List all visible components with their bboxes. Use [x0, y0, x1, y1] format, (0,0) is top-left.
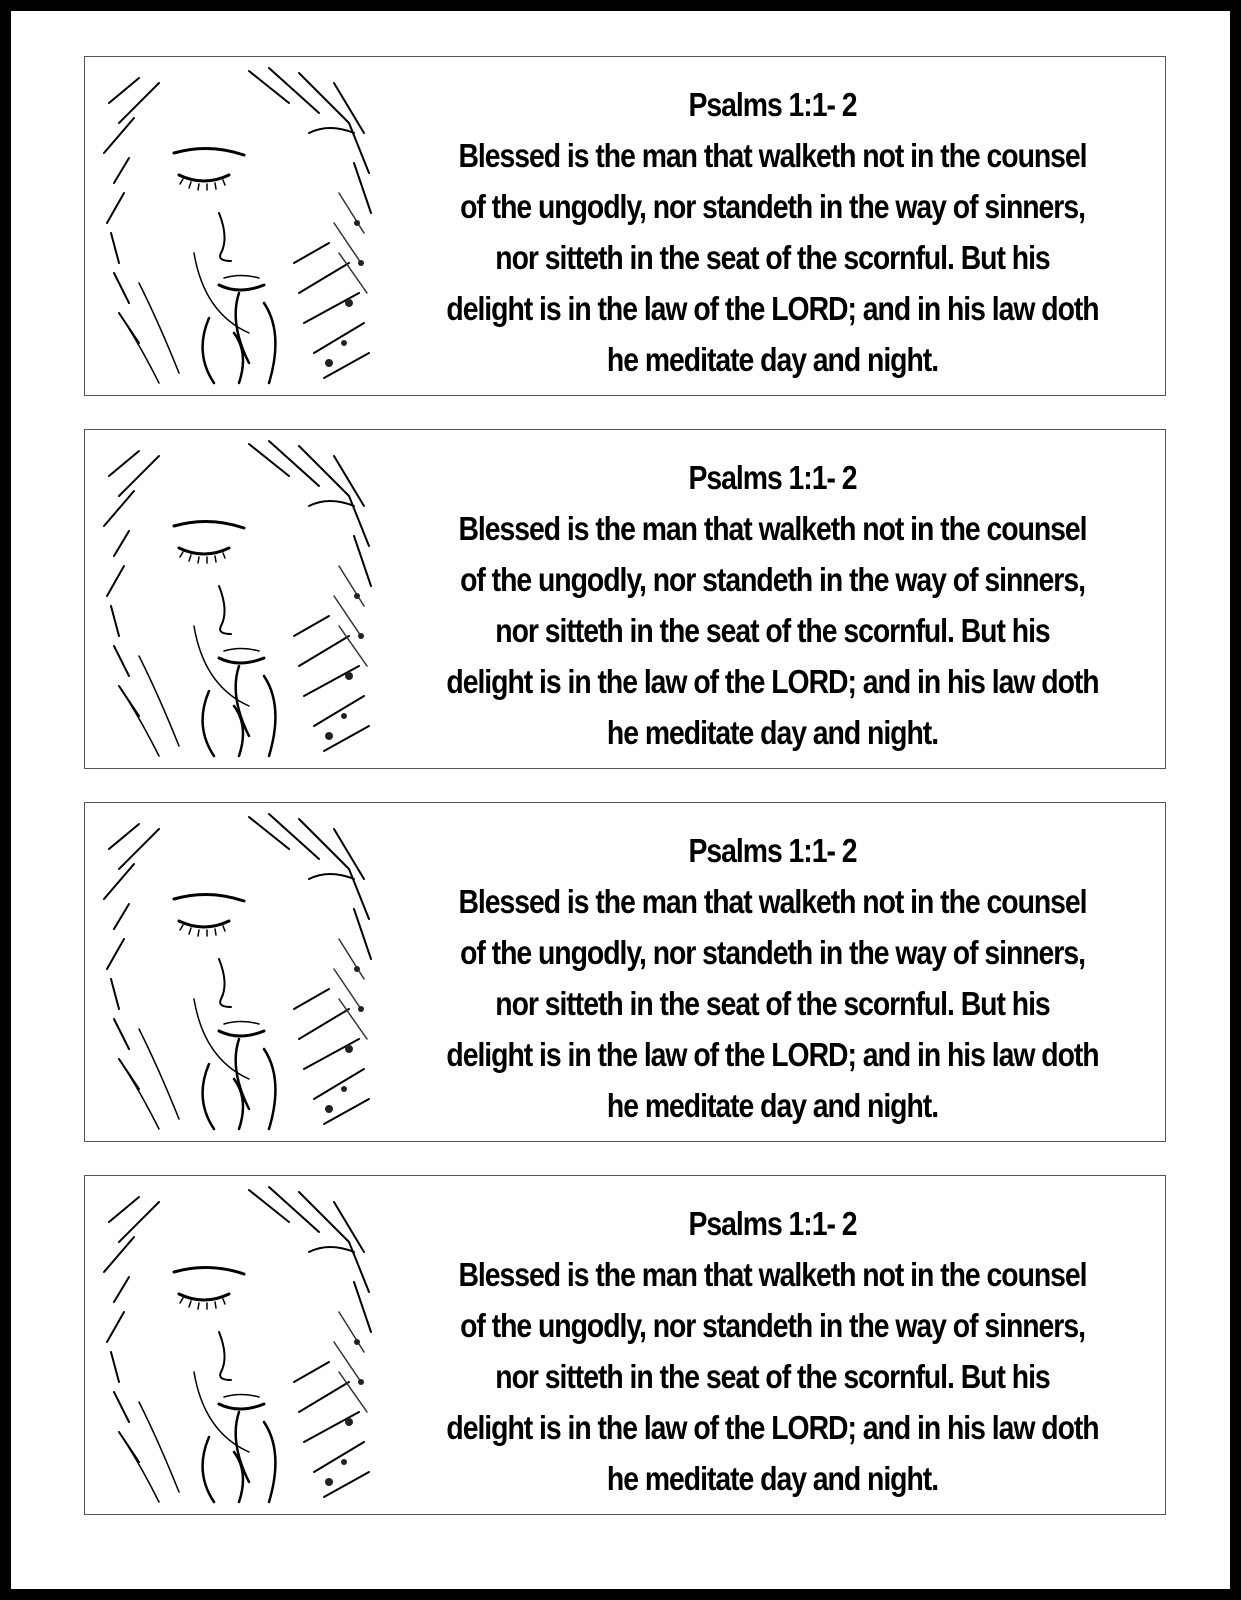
verse-line: delight is in the law of the LORD; and in his law doth: [446, 1036, 1099, 1073]
bookmark-card: [84, 802, 1166, 1142]
verse-line: nor sitteth in the seat of the scornful. But his: [495, 612, 1050, 649]
verse-line: Blessed is the man that walketh not in the counsel: [458, 1256, 1087, 1293]
bookmark-card: [84, 429, 1166, 769]
praying-girl-illustration: [99, 1182, 374, 1508]
verse-line: of the ungodly, nor standeth in the way of sinners,: [460, 934, 1085, 971]
verse-line: nor sitteth in the seat of the scornful. But his: [495, 239, 1050, 276]
verse-line: he meditate day and night.: [606, 714, 939, 751]
verse-line: delight is in the law of the LORD; and in his law doth: [446, 1409, 1099, 1446]
verse-line: he meditate day and night.: [606, 341, 939, 378]
bookmark-card: [84, 1175, 1166, 1515]
bookmark-card: [84, 56, 1166, 396]
verse-line: Blessed is the man that walketh not in the counsel: [458, 883, 1087, 920]
praying-girl-illustration: [99, 809, 374, 1135]
verse-reference: Psalms 1:1- 2: [688, 1205, 857, 1242]
printable-page: [11, 11, 1230, 1589]
verse-line: nor sitteth in the seat of the scornful. But his: [495, 985, 1050, 1022]
verse-line: of the ungodly, nor standeth in the way of sinners,: [460, 561, 1085, 598]
verse-text: [444, 825, 1102, 1131]
verse-line: he meditate day and night.: [606, 1460, 939, 1497]
praying-girl-illustration: [99, 436, 374, 762]
verse-line: delight is in the law of the LORD; and in his law doth: [446, 290, 1099, 327]
verse-text: [444, 1198, 1102, 1504]
verse-reference: Psalms 1:1- 2: [688, 86, 857, 123]
verse-text: [444, 452, 1102, 758]
praying-girl-sketch-icon: [99, 809, 374, 1135]
verse-line: of the ungodly, nor standeth in the way of sinners,: [460, 188, 1085, 225]
verse-line: of the ungodly, nor standeth in the way of sinners,: [460, 1307, 1085, 1344]
verse-line: Blessed is the man that walketh not in the counsel: [458, 137, 1087, 174]
verse-line: nor sitteth in the seat of the scornful. But his: [495, 1358, 1050, 1395]
verse-line: Blessed is the man that walketh not in the counsel: [458, 510, 1087, 547]
verse-line: delight is in the law of the LORD; and in his law doth: [446, 663, 1099, 700]
verse-reference: Psalms 1:1- 2: [688, 459, 857, 496]
praying-girl-sketch-icon: [99, 1182, 374, 1508]
praying-girl-sketch-icon: [99, 63, 374, 389]
verse-reference: Psalms 1:1- 2: [688, 832, 857, 869]
praying-girl-sketch-icon: [99, 436, 374, 762]
verse-text: [444, 79, 1102, 385]
verse-line: he meditate day and night.: [606, 1087, 939, 1124]
praying-girl-illustration: [99, 63, 374, 389]
